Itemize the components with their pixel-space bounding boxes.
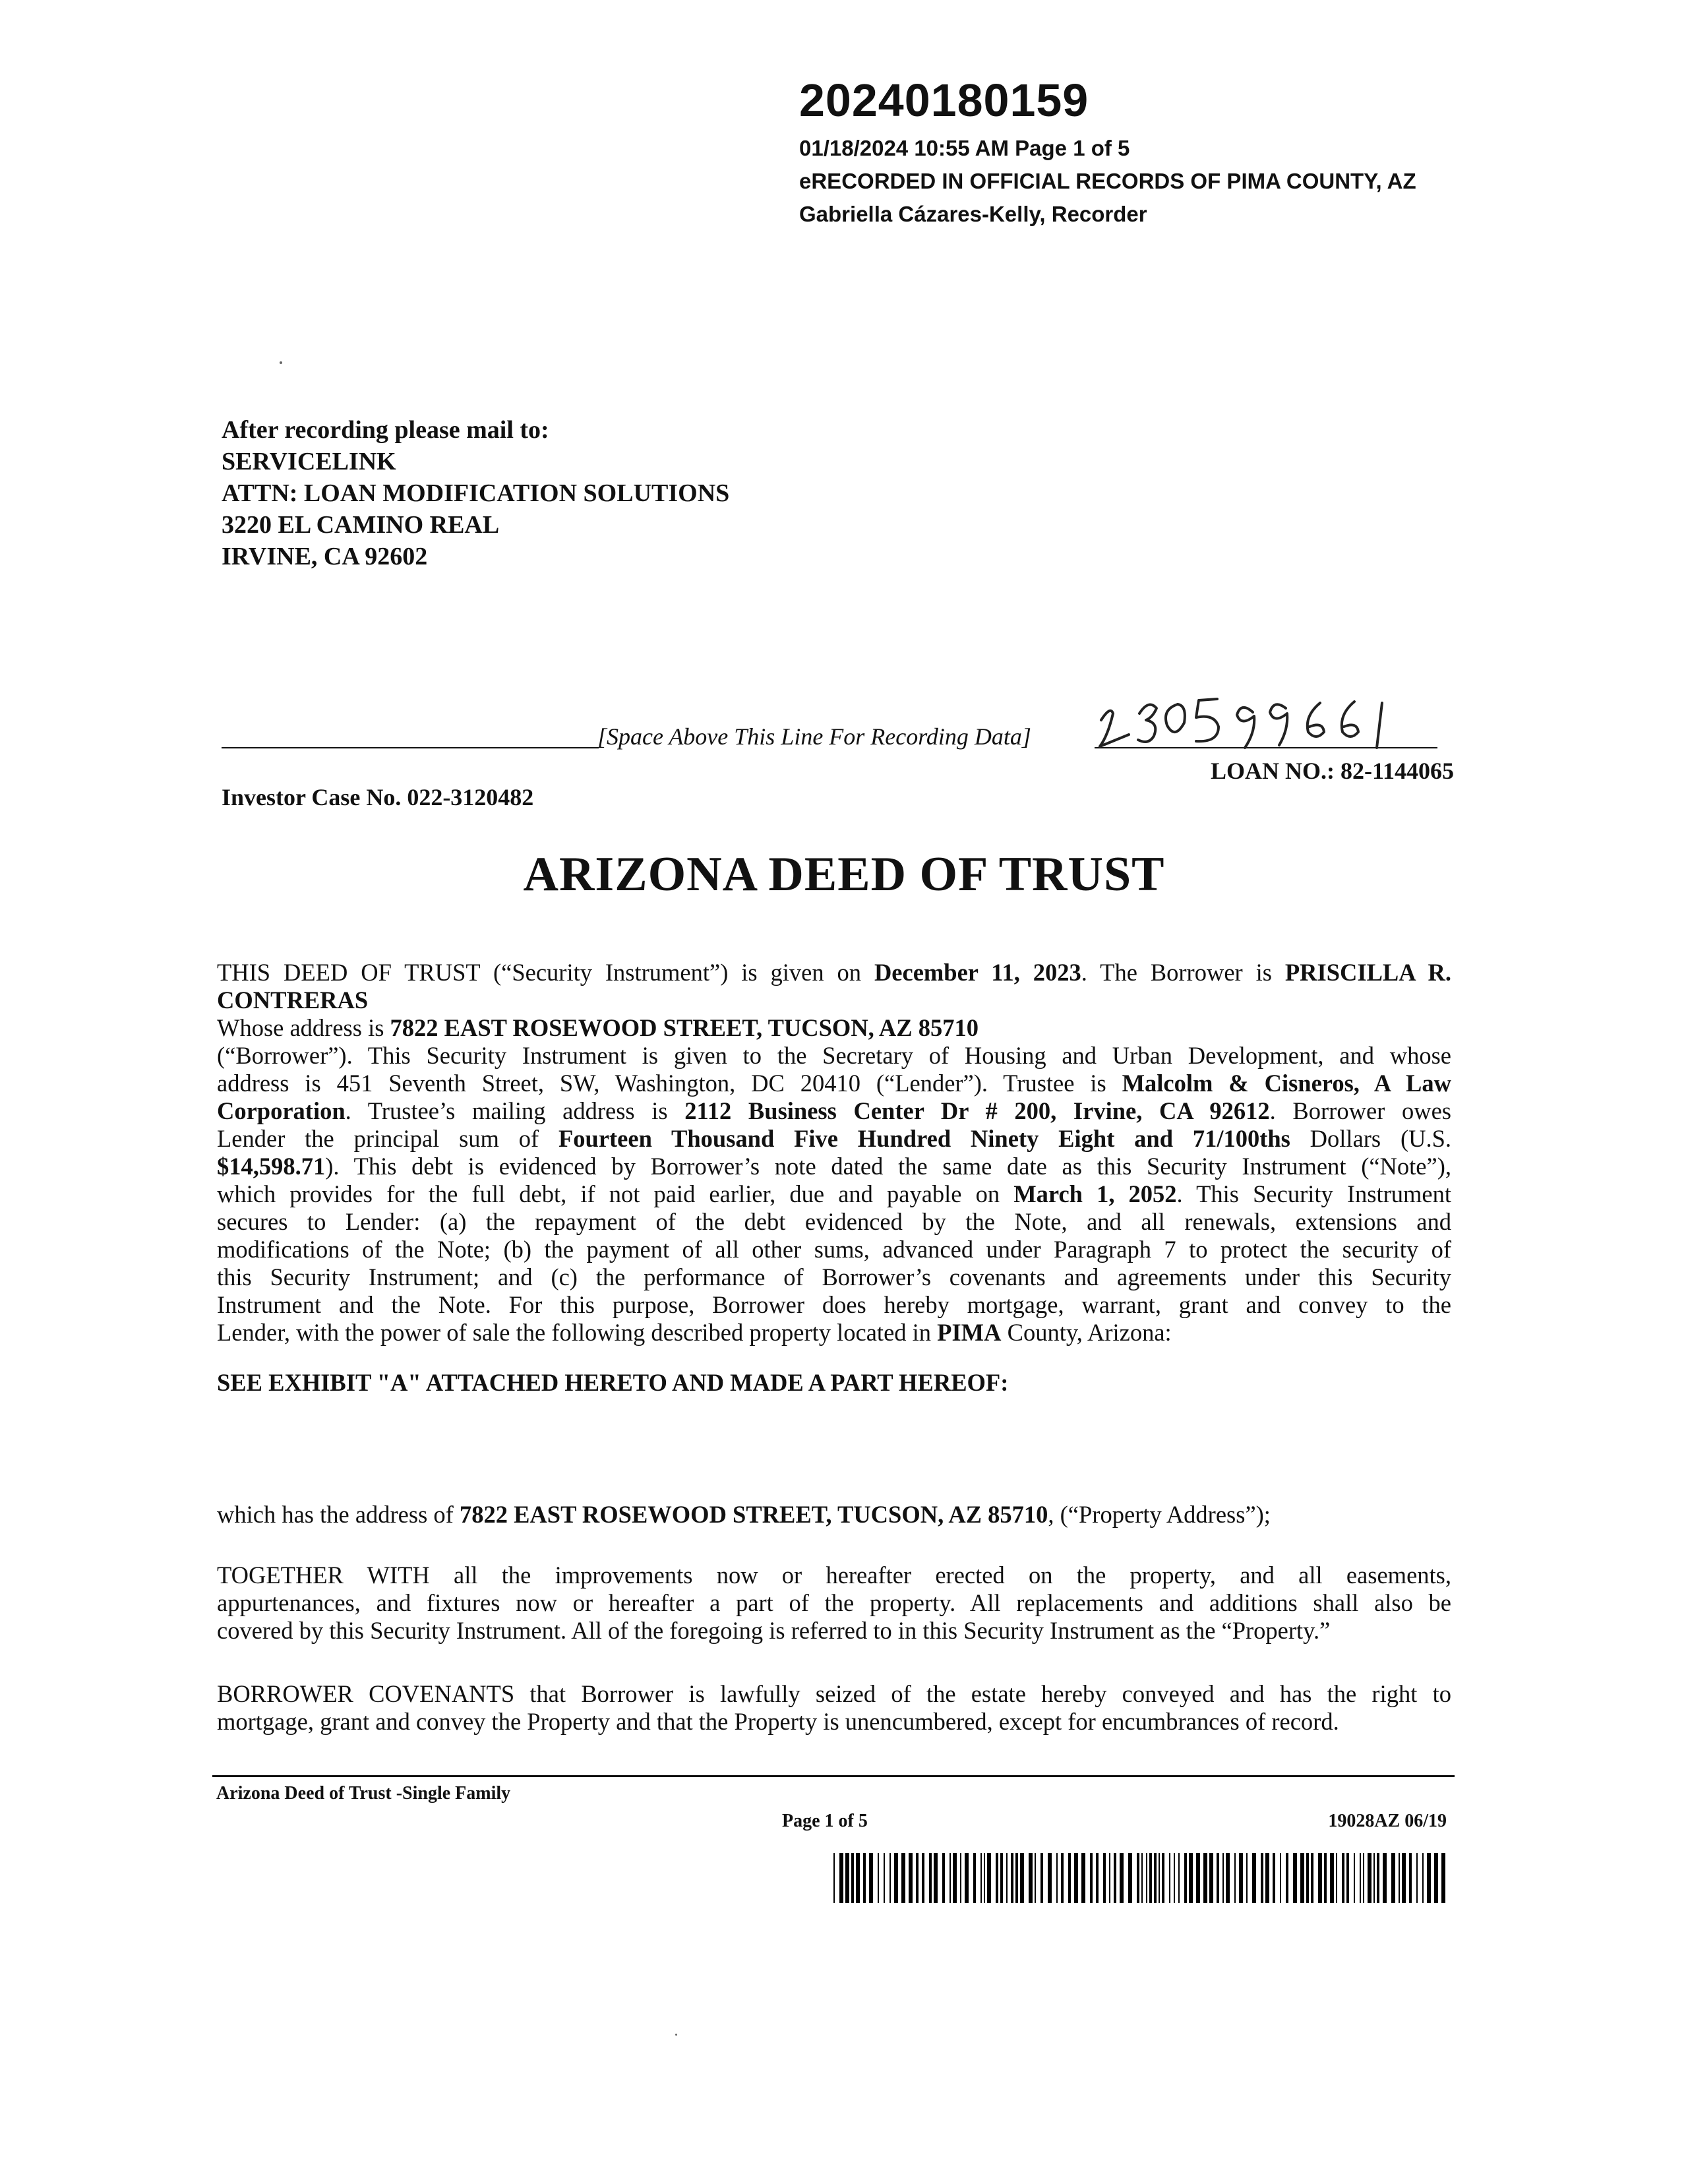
intro-line: Whose address is 7822 EAST ROSEWOOD STREET, TUCSON, AZ 85710 [217,1014,979,1041]
intro-line: modifications of the Note; (b) the payment of all other sums, advanced under Paragraph 7 to protect the security of [217,1236,1451,1263]
barcode-bar [1048,1853,1052,1903]
barcode-bar [934,1853,938,1903]
recording-recorder: Gabriella Cázares-Kelly, Recorder [799,202,1147,226]
barcode-bar [1280,1853,1281,1903]
barcode-bar [973,1853,976,1903]
investor-case-number: Investor Case No. 022-3120482 [222,784,534,810]
barcode-bar [845,1853,849,1903]
barcode-bar [894,1853,898,1903]
intro-line: Instrument and the Note. For this purpose, Borrower does hereby mortgage, warrant, grant and convey to the [217,1291,1451,1318]
barcode-bar [1184,1853,1187,1903]
recording-divider-left [222,747,599,748]
barcode-bar [1360,1853,1361,1903]
barcode-bar [965,1853,969,1903]
barcode-bar [1128,1853,1132,1903]
intro-line: $14,598.71). This debt is evidenced by Borrower’s note dated the same date as this Security Instrument (“Note”), [217,1153,1451,1180]
barcode-bar [1222,1853,1224,1903]
barcode-bar [1261,1853,1263,1903]
scan-speck [280,361,282,364]
barcode-bar [1399,1853,1400,1903]
barcode-bar [1096,1853,1099,1903]
together-line: appurtenances, and fixtures now or hereafter a part of the property. All replacements and additions shall also be [217,1589,1451,1616]
handwritten-number-annotation [1088,679,1457,752]
barcode-bar [1354,1853,1355,1903]
barcode-bar [856,1853,860,1903]
barcode-bar [839,1853,843,1903]
barcode-bar [950,1853,951,1903]
barcode-bar [1011,1853,1013,1903]
footer-page-number: Page 1 of 5 [782,1811,868,1831]
barcode-bar [1346,1853,1349,1903]
barcode-bar [1441,1853,1445,1903]
recording-document-number: 20240180159 [799,75,1089,126]
barcode-bar [1162,1853,1164,1903]
barcode-bar [1189,1853,1193,1903]
barcode-bar [1056,1853,1058,1903]
recording-datetime-page: 01/18/2024 10:55 AM Page 1 of 5 [799,136,1130,160]
footer-rule [212,1775,1455,1777]
mail-to-heading: After recording please mail to: [222,416,549,444]
barcode-bar [1040,1853,1043,1903]
together-line: covered by this Security Instrument. All of the foregoing is referred to in this Security Instrument as the “Property.” [217,1617,1331,1644]
intro-line: this Security Instrument; and (c) the performance of Borrower’s covenants and agreements under this Security [217,1263,1451,1290]
barcode-bar [1159,1853,1160,1903]
barcode-bar [1246,1853,1248,1903]
barcode-bar [1174,1853,1175,1903]
barcode-bar [1239,1853,1243,1903]
barcode-bar [1120,1853,1124,1903]
intro-line: secures to Lender: (a) the repayment of the debt evidenced by the Note, and all renewals, extensions and [217,1208,1451,1235]
barcode-bar [1330,1853,1334,1903]
barcode-bar [1306,1853,1309,1903]
recording-space-label: [Space Above This Line For Recording Data] [597,723,1031,750]
intro-paragraph [217,959,1451,1347]
barcode-bar [1015,1853,1018,1903]
barcode-bar [1383,1853,1387,1903]
mail-to-line: ATTN: LOAN MODIFICATION SOLUTIONS [222,479,730,507]
barcode-bar [1293,1853,1297,1903]
barcode-bar [1342,1853,1344,1903]
document-title: ARIZONA DEED OF TRUST [523,847,1165,901]
barcode-bar [833,1853,835,1903]
barcode-bar [1149,1853,1152,1903]
barcode-bar [878,1853,879,1903]
covenants-line: mortgage, grant and convey the Property and that the Property is unencumbered, except for encumbrances of record. [217,1708,1339,1735]
intro-line: Lender, with the power of sale the following described property located in PIMA County, Arizona: [217,1319,1172,1346]
barcode [833,1853,1447,1903]
scan-speck [675,2034,677,2036]
barcode-bar [1090,1853,1093,1903]
barcode-bar [1081,1853,1085,1903]
barcode-bar [922,1853,924,1903]
property-address-line: which has the address of 7822 EAST ROSEWOOD STREET, TUCSON, AZ 85710, (“Property Address”); [217,1501,1271,1528]
barcode-bar [1209,1853,1213,1903]
barcode-bar [1029,1853,1033,1903]
barcode-bar [1336,1853,1337,1903]
barcode-bar [1427,1853,1431,1903]
barcode-bar [987,1853,991,1903]
recording-official-records: eRECORDED IN OFFICIAL RECORDS OF PIMA COUNTY, AZ [799,169,1416,193]
mail-to-line: 3220 EL CAMINO REAL [222,511,500,539]
barcode-bar [1252,1853,1256,1903]
barcode-bar [980,1853,982,1903]
barcode-bar [1318,1853,1322,1903]
barcode-bar [1416,1853,1418,1903]
covenants-line: BORROWER COVENANTS that Borrower is lawfully seized of the estate hereby conveyed and has the right to [217,1680,1451,1707]
barcode-bar [1434,1853,1438,1903]
intro-line: address is 451 Seventh Street, SW, Washington, DC 20410 (“Lender”). Trustee is Malcolm & Cisneros, A Law [217,1070,1452,1097]
barcode-bar [1154,1853,1157,1903]
barcode-bar [1422,1853,1424,1903]
borrower-covenants-paragraph [217,1680,1451,1736]
barcode-bar [960,1853,961,1903]
intro-line: Lender the principal sum of Fourteen Thousand Five Hundred Ninety Eight and 71/100ths Dollars (U.S. [217,1125,1452,1152]
barcode-bar [851,1853,854,1903]
barcode-bar [1377,1853,1379,1903]
barcode-bar [1368,1853,1372,1903]
barcode-bar [889,1853,891,1903]
intro-line: THIS DEED OF TRUST (“Security Instrument”) is given on December 11, 2023. The Borrower is PRISCILLA R. [217,959,1451,986]
barcode-bar [953,1853,957,1903]
barcode-bar [1020,1853,1024,1903]
barcode-bar [1068,1853,1071,1903]
barcode-bar [942,1853,945,1903]
barcode-bar [916,1853,919,1903]
barcode-bar [1217,1853,1219,1903]
footer-form-code: 19028AZ 06/19 [1328,1811,1447,1831]
barcode-bar [1169,1853,1170,1903]
exhibit-reference: SEE EXHIBIT "A" ATTACHED HERETO AND MADE A PART HEREOF: [217,1369,1009,1396]
barcode-bar [1363,1853,1364,1903]
barcode-bar [909,1853,913,1903]
barcode-bar [1203,1853,1207,1903]
barcode-bar [1373,1853,1375,1903]
intro-line: which provides for the full debt, if not paid earlier, due and payable on March 1, 2052. This Security Instrument [217,1180,1451,1207]
barcode-bar [1196,1853,1200,1903]
barcode-bar [1146,1853,1147,1903]
barcode-bar [1074,1853,1078,1903]
barcode-bar [1234,1853,1236,1903]
barcode-bar [1286,1853,1288,1903]
barcode-bar [996,1853,998,1903]
barcode-bar [929,1853,932,1903]
barcode-bar [1061,1853,1064,1903]
barcode-bar [1035,1853,1036,1903]
barcode-bar [1000,1853,1003,1903]
barcode-bar [1103,1853,1106,1903]
intro-line: Corporation. Trustee’s mailing address is 2112 Business Center Dr # 200, Irvine, CA 92612. Borrower owes [217,1097,1451,1124]
barcode-bar [884,1853,885,1903]
barcode-bar [1141,1853,1143,1903]
barcode-bar [901,1853,905,1903]
barcode-bar [1273,1853,1275,1903]
together-line: TOGETHER WITH all the improvements now or hereafter erected on the property, and all easements, [217,1562,1451,1589]
loan-number: LOAN NO.: 82-1144065 [1211,758,1454,784]
barcode-bar [1300,1853,1304,1903]
intro-line: CONTRERAS [217,986,369,1014]
mail-to-line: SERVICELINK [222,448,396,475]
barcode-bar [984,1853,985,1903]
barcode-bar [869,1853,873,1903]
barcode-bar [1265,1853,1269,1903]
barcode-bar [863,1853,866,1903]
barcode-bar [1109,1853,1110,1903]
barcode-bar [1114,1853,1116,1903]
together-with-paragraph [217,1562,1451,1645]
mail-to-line: IRVINE, CA 92602 [222,543,428,570]
barcode-bar [1402,1853,1406,1903]
footer-form-name: Arizona Deed of Trust -Single Family [216,1783,511,1804]
barcode-bar [1226,1853,1230,1903]
barcode-bar [1311,1853,1313,1903]
barcode-bar [1409,1853,1412,1903]
intro-line: (“Borrower”). This Security Instrument is given to the Secretary of Housing and Urban Development, and whose [217,1042,1451,1069]
barcode-bar [1137,1853,1139,1903]
barcode-bar [1391,1853,1395,1903]
barcode-bar [1006,1853,1008,1903]
barcode-bar [1324,1853,1327,1903]
barcode-bar [1178,1853,1180,1903]
